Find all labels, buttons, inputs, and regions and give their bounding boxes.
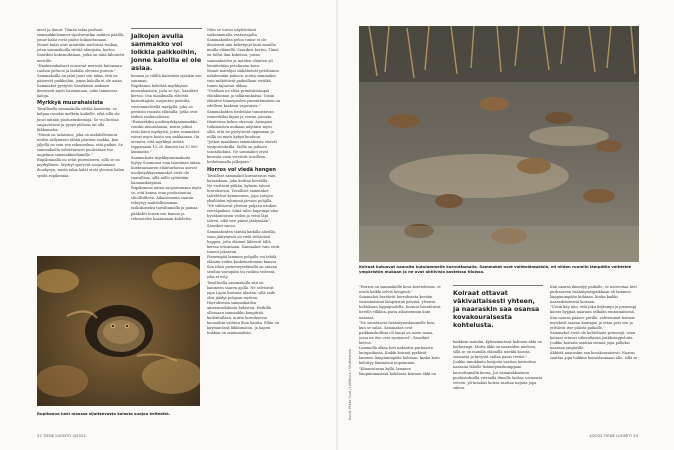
right-col-3 — [550, 285, 638, 423]
paragraph: Sammakot eivät ole kohteliaita prinssejä, vaan koiraat ottavat väkivaltaisia joukkotappeluita. Joukko koiraita saattaa mennä jopa palloksi naaraan ympärille. — [550, 330, 636, 351]
paragraph: meet ja linnut. Tämän takia parhaat sammakkolammet sijaitsevatkin mäkien pääillä, jonne kalat eivät pääse luikauttamaan. — [37, 28, 125, 43]
paragraph: Monet matelijat säikähtävät petolinnun nähdessään pakoon, mutta sammakot vain mökittävät paikoillaan eivätkä tunnu tajuavan uhkaa. — [207, 68, 279, 89]
paragraph: Sammakoiden tiedetään tunnistavan esimerkiksi kipua ja voivan joissain tilanteissa kokea stressiä. Aiempien tutkimusten mukaan näyttäisi myös siltä, että ne pystyisivät oppimaan ja niillä on myös kykyä kuuluun. — [207, 109, 274, 139]
page-spine — [336, 0, 338, 450]
paragraph: Sammakot heräävät horroksesta kevään ensimmäisinä lämpöisinä päivinä, yleensä huhtikuun loppupuolella. Koiraat havahtuvat herelle vilkkoa–paria aikaisemmin kuin naaraat. — [359, 295, 441, 320]
right-col-1 — [359, 285, 441, 423]
toad-photo-caption: Rupikonna haki maassa sijaitsevasta kolosta suojaa helteeltä. — [37, 411, 171, 416]
right-col-2 — [453, 340, 543, 424]
paragraph: "Haukivenkalaset nousevat merestä kutemaan ruohon peltoon ja laidalla olevaan puroon." — [37, 63, 122, 73]
paragraph: "Esimerkiksi nuolimyrkkysammakko ruoskii muurahaisia, mutta jotkut eivät kärsi myrkystä, joten sammakot voivat myös koota sen nahkaansa. On arvioitu, että myrkkyä riittää tappamaan 10–20 ihmistä tai 10 000 lammasta." — [131, 119, 200, 155]
section-heading: Horros voi viedä hengen — [207, 166, 276, 173]
paragraph: kaikkein matalin. Kylmemmässä kohtaan äkki on korkeampi. Mutta äkki on naaraiden mieleen, sillä se on monilla eläimillä merkki koosta, voimasta ja kyvystä valtaa paras reviiri." — [453, 340, 542, 360]
paragraph: "Niissä on salaisuus, joka on mahdollistanut niiden säilymisen tähän päivään saakka, kun jäljellä on vain sen rakennelma, että paikas. Se sammakoilla valitettavasti puolestaan tuo ongelmia sammakkoeläimille." — [37, 132, 123, 158]
left-col-1 — [37, 28, 125, 179]
paragraph: Sammakoita myrkkysammakoita löytyy Suomessa vain laiseinien takaa. Korkeaasaaren eläintarhassa asuvat nuolimyrkkysammakot eivät ole vaarallisia, sillä niille syötetään banaanikärpäsiä. — [131, 155, 202, 185]
photo-credit: Kuvat: Pekka Tuuri / Lehtikuva / Shutterstock — [348, 348, 352, 420]
paragraph: Lammella alkaa heti naksutus parhaasta kutupaikasta. Kaikki koiraat pyrkivät lammen lämpimimpään kohtaan, koska kutu kehittyy lämmössä nopeimmin. — [359, 346, 440, 366]
section-heading: Myrkkyä muurahaisista — [37, 100, 103, 107]
left-col-2 — [131, 74, 202, 250]
paragraph: Horroksessa sammakoiden aineenvaihdunta hidastuu. Hetkillä ollessaan sammakko hengittää kudentullaan, mutta horroksessa kuonoihin vaihtuu ihon kautta. Eläin on käytännössä liikkumaton, ja hapen hukkua on minimaalista. — [207, 300, 280, 336]
toad-photo — [37, 256, 200, 406]
pull-quote: Jalkojen avulla sammakko voi loikkia paikkoihin, jonne kaloilla ei ole asiaa. — [131, 32, 202, 72]
right-pull-quote: Koiraat ottavat väkivaltaisesti yhteen, ja naaraskin saa osansa kovakouraisesta kohtelusta. — [453, 289, 540, 329]
paragraph: Rupikonnaa antaa suojautumaan myös se, että konna osaa puolustautua vihollisilleen. Aikaisemmin vaaran tekeytyy mahdollisimman isokokoiseksi taivaltamalla ja painaa pääkohti toisen sen kanssa ja rehvastelee kaatamaan kohdetta. — [131, 186, 202, 221]
paragraph: "Kiinnostavaa kyllä, lammen lämpimimmässä kohdassa koiraan äkki on — [359, 366, 436, 376]
paragraph: Sammakoiden säntää kaikilla alueilla, vaan jäätymissä on vielä riittävästi happea, jotta eläimet lähtevät tällä kertaa toteamaan. Sammakot vain eivät tunnut jaksavan. — [207, 229, 280, 254]
left-col-3 — [207, 28, 281, 426]
paragraph: Joukko innokkaita kosijoita saattaa kurnuttaa naaraita lähelle lisääntymiskumppani kurnuttamalla kovaa. Jos sammakkoemon puolustuksella vieraalla ilmoille laittaa sormensa veteen, yli-innokas koiras saattaa napata jopa siihen. — [453, 360, 543, 390]
paragraph: Pienempää lammen pohjalle voi tehdä elämän viiden koskemattoman kanssa. Sen tiheä pieneneysetäisillä on omaan seudun vastapäin tai ruokita vedessä, joka ei esty. — [207, 255, 278, 280]
toad-photo-illustration — [37, 256, 200, 406]
paragraph: "Ovathan ne eliöä primitiivisimpiä eläinkunnan ja selkärankaisia. Toisin eläinten tunnepuolen ymmärtäminen on edelleen karkean vajavaista." — [207, 89, 281, 109]
paragraph: Sammakoilla on jalat juuri sen takia, että ne pääsevät paikkoihin, jonne kaloilla ei ole asiaa. Sammakot pystyvät Saarikiven mukaan ilmeisesti myös haistamaan, onko lammessa kaloja. — [37, 73, 123, 99]
paragraph: Tavallisella sammakolla sitä on lammeen saaren ajalla. Ne selvisivät jopa Lapin kuivana alustaa, sillä sade olisi jäädyt pohjaan myöten. — [207, 280, 276, 300]
paragraph: Kun naaras ilmestyy paikalle, se nuorentaa heti parhaaseen lisääntymispaikkaan eli lammen lämpimimpään kohtaan, koska kaikki naaraskänteistä koiraan. — [550, 285, 637, 305]
paragraph: Tavallisella sammakolla riittää haasteita: se kelpaa ruoaksi melkein kaikelle, eikä sillä ole juuri mitään puolustuskeinoja. Se voi luottaa suojavärinsä ja pysyä piilossa tai olla liikkumatta. — [37, 107, 120, 132]
paragraph: Monet kalat ovat nimittäin mieluista ruokaa, joten sammakoilla riittää ahmijoita, kertoo Saarikivi kokemuksiaan, jotka on niitä kilometri metrille. — [37, 43, 125, 63]
paragraph: Näin se toivoo näyttävänsä vaikeammalta vastustajalta. — [207, 28, 258, 38]
paragraph: Sammakoiden pelon tunne ei ole ilmeisesti niin kehittynyt kuin monilla muilla eläimillä, Saarikivi kertoo. Tämä on tullut ilmi kokeissa, joissa sammakoiden ja muiden eläinten yli lennätetään petolinnun kuva. — [207, 38, 279, 68]
paragraph: Rupikonnalla on aviat puremiseen, sillä se on myrkyllinen. Myrkyt syntyvät suojatumaan ihoakyvyn, mistä takia kalat eivät yleensä halua syödä rupikonnia. — [37, 158, 125, 178]
paragraph: "Horros on sammakolle kova koettelemus, ei niistä kaikki selviä hengissä." — [359, 285, 441, 295]
frogs-photo — [359, 26, 639, 262]
frogs-photo-illustration — [359, 26, 639, 262]
right-pull-quote-rule — [453, 285, 543, 286]
paragraph: "Usein käy niin, että joka liejkompi ja pienempi koiras hyppää naaraan selkään ensimmäisenä. Kun naaras pääsee perille, vahvemmat koiraat mytskeät saavan kuntajan ja ottaa pois sen ja yrittävät itse päästä paikalle." — [550, 305, 637, 330]
paragraph: Rupikonna kehittää myrkkynsä muurahaisista, joita se syö, Saarikivi kertoo. Osa maailmalla elävistä kurnuttajista suojautuu pedoilta vastenmielisellä myrkyllä, joka on peräisin ruoasta eläimillä, jotka ovat tärkeä ruokavaliossa. — [131, 84, 198, 119]
frogs-photo-caption: Koiraat kutuavat naaraita kutulammelle kurnuttamalla. Sammakot ovat vaihtolämpöisiä, eli niiden ruumiin lämpötila vaihtelee ympäristön mukaan ja ne ovat aktiivisia kosteissa tiloissa. — [359, 264, 632, 274]
paragraph: Äkkistä naaraskin saa kovakouraisesti. Naaras saattaa jopa hukkua koiraslaumaan alle, sillä se — [550, 351, 638, 361]
paragraph: Tavalliset sammakot kurnuttavat vain kutuaikaan, joka koittaa keväällä. — [207, 173, 276, 183]
pull-quote-rule — [131, 28, 202, 29]
paragraph: "Jotkut maailman sammakoista etsivät vesiputouksilla. Siellä on jatkuva taustakohina. Ne sammakot eivät kurnuta vaan viestivät toisilleen heiluttamalla jalkojaan." — [207, 140, 277, 165]
paragraph: Ne viettävät pitkän, kylmän talven horroksessa. Tavalliset sammakot talvehtivat kymmenien, jopa satojen yksilöiden ryhmissä järvien pohjilla. — [207, 183, 273, 203]
paragraph: "Ne valitsevat yleensä paljaan nauhan viertäpaikan. Siinä tulee kapeimpi alue hyväkuntoisen veden ja vettä läpi talven, eikä vesi pääse jäätymään", Saarikivi sanoo. — [207, 204, 279, 229]
right-footer: 4/2022 TIEDE LUONTO 53 — [589, 433, 638, 438]
paragraph: konnaa ja välillä kuitenkin syönkin sen suunnan. — [131, 74, 202, 84]
left-footer: 52 TIEDE LUONTO 4/2022 — [37, 433, 86, 438]
paragraph: "Ne suuntaavat lisääntymislammelle kusi, kun se sulaa. Sammakot ovat paikkauskollisia eli lampi on usein sama, jossa ne itse ovat syntyneet", Saarikivi kertoo. — [359, 320, 436, 346]
